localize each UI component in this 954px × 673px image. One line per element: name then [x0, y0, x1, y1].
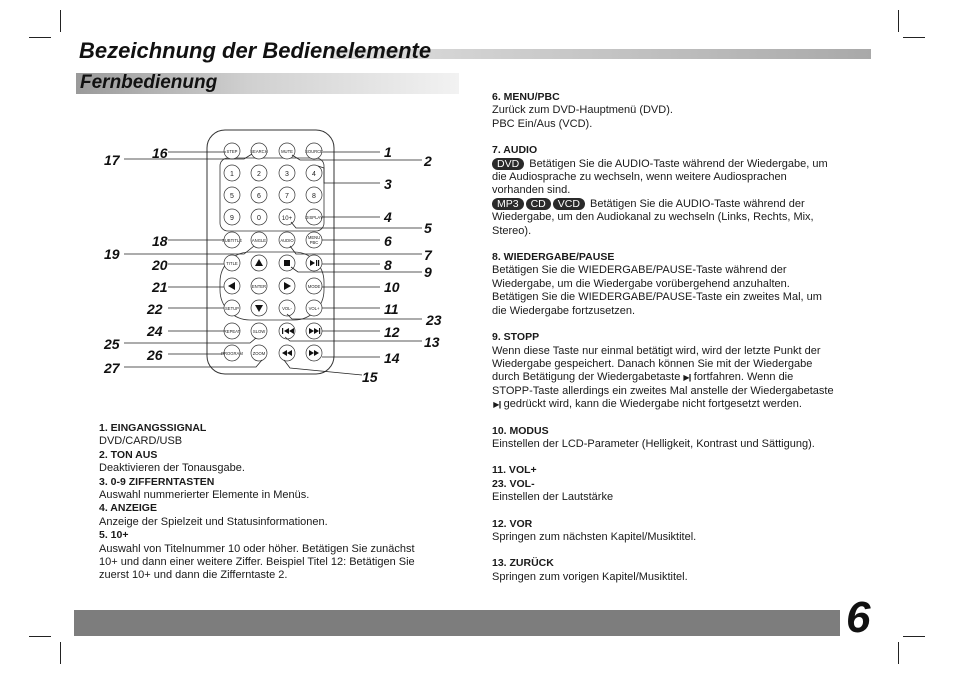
section-text: Wiedergabe, um den Audiokanal zu wechseln (Links, Rechts, Mix,: [492, 211, 814, 224]
section-heading: 6. MENU/PBC: [492, 91, 560, 103]
button-label: SETUP: [225, 306, 239, 311]
button-label: SLOW: [252, 329, 266, 334]
callout-26: 26: [147, 347, 163, 363]
callout-8: 8: [384, 257, 392, 273]
section-text: STOPP-Taste allerdings ein zweites Mal anstelle der Wiedergabetaste: [492, 384, 834, 397]
section-text: Springen zum nächsten Kapitel/Musiktitel.: [492, 530, 697, 543]
section-text: Einstellen der LCD-Parameter (Helligkeit, Kontrast und Sättigung).: [492, 437, 815, 450]
callout-7: 7: [424, 247, 432, 263]
section-text: Zurück zum DVD-Hauptmenü (DVD).: [492, 104, 673, 117]
section-text: DVD/CARD/USB: [99, 435, 183, 448]
callout-20: 20: [152, 257, 168, 273]
section-heading: 10. MODUS: [492, 424, 549, 437]
callout-23: 23: [426, 312, 442, 328]
button-label: SEARCH: [250, 149, 268, 154]
page-number: 6: [846, 593, 871, 642]
section-heading: 9. STOPP: [492, 331, 540, 344]
callout-6: 6: [384, 233, 392, 249]
crop-mark: [60, 642, 61, 664]
mp3-badge: MP3: [492, 198, 524, 210]
button-label: MODE: [307, 284, 321, 289]
section-heading: 4. ANZEIGE: [99, 502, 157, 515]
section-text: durch Betätigung der Wiedergabetaste ▶|| fortfahren. Wenn die: [492, 371, 794, 384]
section-text: zuerst 10+ und dann die Zifferntaste 2.: [99, 569, 288, 582]
callout-11: 11: [384, 301, 399, 317]
stop-icon: [284, 260, 290, 266]
section-text: Deaktivieren der Tonausgabe.: [99, 462, 245, 475]
section-heading: 5. 10+: [99, 529, 129, 542]
button-label: DISPLAY: [305, 215, 323, 220]
crop-mark: [898, 642, 899, 664]
section-heading: 2. TON AUS: [99, 448, 158, 461]
crop-mark: [898, 10, 899, 32]
callout-5: 5: [424, 220, 432, 236]
button-label: 7: [285, 193, 289, 200]
section-text: PBC Ein/Aus (VCD).: [492, 117, 593, 130]
section-subtitle: Fernbedienung: [80, 72, 218, 93]
callout-4: 4: [384, 209, 392, 225]
button-label: VOL-: [282, 306, 292, 311]
section-text: Auswahl nummerierter Elemente in Menüs.: [99, 489, 310, 502]
button-label: 0: [257, 215, 261, 222]
button-label: ZOOM: [252, 351, 266, 356]
footer-bar: [74, 610, 840, 636]
section-text: DVD Betätigen Sie die AUDIO-Taste während der Wiedergabe, um: [492, 158, 882, 171]
section-text: Betätigen Sie die WIEDERGABE/PAUSE-Taste ein zweites Mal, um: [492, 291, 822, 304]
button-label: VOL+: [308, 306, 320, 311]
section-text: Stereo).: [492, 224, 532, 237]
callout-13: 13: [424, 334, 440, 350]
dvd-badge: DVD: [492, 158, 524, 170]
callout-25: 25: [104, 336, 120, 352]
button-label: 2: [257, 171, 261, 178]
cd-badge: CD: [526, 198, 551, 210]
crop-mark: [903, 636, 925, 637]
section-text: MP3 CD VCD Betätigen Sie die AUDIO-Taste während der: [492, 198, 882, 211]
callout-16: 16: [152, 145, 168, 161]
section-heading: 7. AUDIO: [492, 144, 538, 157]
button-label: STEP: [226, 149, 238, 154]
button-label: ENTER: [251, 284, 267, 289]
callout-21: 21: [152, 279, 168, 295]
crop-mark: [29, 636, 51, 637]
section-text: Betätigen Sie die WIEDERGABE/PAUSE-Taste während der: [492, 264, 787, 277]
callout-1: 1: [384, 144, 392, 160]
section-text: Wiedergabe, um die Wiedergabe vorübergehend anzuhalten.: [492, 277, 790, 290]
callout-2: 2: [424, 153, 432, 169]
button-label: 1: [230, 171, 234, 178]
section-heading: 13. ZURÜCK: [492, 557, 554, 570]
section-text: 10+ und dann einer weitere Ziffer. Beispiel Titel 12: Betätigen Sie: [99, 556, 415, 569]
callout-24: 24: [147, 323, 163, 339]
section-text: Anzeige der Spielzeit und Statusinformationen.: [99, 515, 328, 528]
play-pause-icon: ▶||: [683, 373, 691, 383]
callout-10: 10: [384, 279, 400, 295]
section-heading: 1. EINGANGSSIGNAL: [99, 422, 207, 434]
callout-19: 19: [104, 246, 120, 262]
callout-14: 14: [384, 350, 400, 366]
section-heading: 12. VOR: [492, 517, 533, 530]
callout-9: 9: [424, 264, 432, 280]
section-heading: 3. 0-9 ZIFFERNTASTEN: [99, 475, 215, 488]
section-text: Einstellen der Lautstärke: [492, 491, 614, 504]
callout-27: 27: [104, 360, 120, 376]
section-text: Springen zum vorigen Kapitel/Musiktitel.: [492, 570, 688, 583]
vcd-badge: VCD: [553, 198, 585, 210]
button-label: 5: [230, 193, 234, 200]
button-label: SOURCE: [305, 149, 323, 154]
button-label: MENU: [307, 235, 321, 240]
button-label: REPEAT: [223, 329, 241, 334]
callout-3: 3: [384, 176, 392, 192]
button-label: SUBTITLE: [221, 238, 243, 243]
section-text: Wiedergabe gespeichert. Danach können Sie mit der Wiedergabe: [492, 357, 813, 370]
button-label: 8: [312, 193, 316, 200]
button-label: ANGLE: [251, 238, 267, 243]
crop-mark: [903, 37, 925, 38]
page-title: Bezeichnung der Bedienelemente: [79, 38, 432, 63]
button-label: PBC: [309, 240, 319, 245]
callout-15: 15: [362, 369, 378, 385]
prev-icon: [282, 328, 283, 334]
button-label: PROGRAM: [221, 351, 243, 356]
right-column: [492, 91, 882, 584]
section-text: die Audiosprache zu wechseln, wenn weitere Audiosprachen: [492, 171, 787, 184]
section-text: vorhanden sind.: [492, 184, 571, 197]
section-heading: 8. WIEDERGABE/PAUSE: [492, 251, 615, 264]
callout-18: 18: [152, 233, 168, 249]
button-label: 10+: [281, 216, 293, 222]
section-heading: 23. VOL-: [492, 477, 535, 490]
button-label: 6: [257, 193, 261, 200]
button-label: TITLE: [226, 261, 238, 266]
left-column: [99, 422, 469, 583]
callout-12: 12: [384, 324, 400, 340]
button-label: 4: [312, 171, 316, 178]
section-text: Wenn diese Taste nur einmal betätigt wird, wird der letzte Punkt der: [492, 344, 821, 357]
section-heading: 11. VOL+: [492, 464, 537, 477]
button-label: 3: [285, 171, 289, 178]
section-text: die Wiedergabe fortzusetzen.: [492, 304, 636, 317]
section-text: ▶|| gedrückt wird, kann die Wiedergabe nicht fortgesetzt werden.: [492, 398, 802, 411]
button-label: 9: [230, 215, 234, 222]
play-pause-icon: ▶||: [492, 400, 501, 410]
remote-control-diagram: [0, 0, 460, 400]
button-label: AUDIO: [280, 238, 294, 243]
callout-22: 22: [147, 301, 163, 317]
section-text: Auswahl von Titelnummer 10 oder höher. Betätigen Sie zunächst: [99, 542, 415, 555]
callout-17: 17: [104, 152, 120, 168]
button-label: MUTE: [281, 149, 293, 154]
